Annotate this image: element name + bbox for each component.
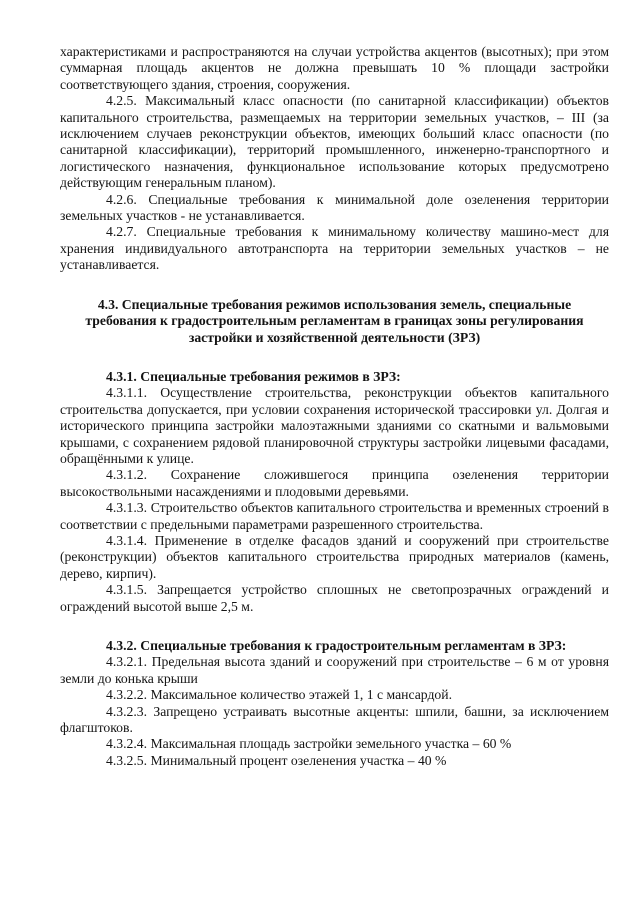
paragraph-4-2-7: 4.2.7. Специальные требования к минимальному количеству машино-мест для хранения индивидуального автотранспорта на территории земельных участков – не устанавливается. [60, 224, 609, 273]
subsection-heading-4-3-1: 4.3.1. Специальные требования режимов в ЗРЗ: [106, 368, 401, 384]
paragraph-continuation: характеристиками и распространяются на случаи устройства акцентов (высотных); при этом суммарная площадь акцентов не должна превышать 10 % площади застройки соответствующего здания, строения, сооружения. [60, 44, 609, 92]
paragraph-4-2-5: 4.2.5. Максимальный класс опасности (по санитарной классификации) объектов капитального строительства, размещаемых на территории земельных участков, – III (за исключением случаев реконструкции объектов, имеющих больший класс опасности (по санитарной классификации), территорий промышленного, инженерно-транспортного и логистического назначения, функциональное использование которых предусмотрено действующим генеральным планом). [60, 93, 609, 191]
item-4-3-1-3: 4.3.1.3. Строительство объектов капитального строительства и временных строений в соответствии с предельными параметрами разрешенного строительства. [60, 500, 609, 532]
spacer [60, 346, 609, 369]
item-4-3-1-2: 4.3.1.2. Сохранение сложившегося принципа озеленения территории высокоствольными насаждениями и плодовыми деревьями. [60, 467, 609, 499]
paragraph-4-2-6: 4.2.6. Специальные требования к минимальной доле озеленения территории земельных участков - не устанавливается. [60, 191, 609, 224]
item-4-3-2-3: 4.3.2.3. Запрещено устраивать высотные акценты: шпили, башни, за исключением флагштоков. [60, 703, 609, 736]
subsection-heading-4-3-2: 4.3.2. Специальные требования к градостроительным регламентам в ЗРЗ: [106, 638, 567, 653]
item-4-3-2-5: 4.3.2.5. Минимальный процент озеленения участка – 40 % [106, 752, 447, 768]
item-4-3-1-5: 4.3.1.5. Запрещается устройство сплошных не светопрозрачных ограждений и ограждений высотой выше 2,5 м. [60, 582, 609, 614]
item-4-3-1-4: 4.3.1.4. Применение в отделке фасадов зданий и сооружений при строительстве (реконструкции) объектов капитального строительства природных материалов (камень, дерево, кирпич). [60, 532, 609, 581]
spacer [60, 615, 609, 638]
section-heading-4-3: 4.3. Специальные требования режимов использования земель, специальные требования к градостроительным регламентам в границах зоны регулирования застройки и хозяйственной деятельности (ЗРЗ) [85, 296, 584, 345]
item-4-3-1-1: 4.3.1.1. Осуществление строительства, реконструкции объектов капитального строительства допускается, при условии сохранения исторической трассировки ул. Долгая и исторического принципа застройки малоэтажными зданиями со скатными и вальмовыми крышами, с сохранением рядовой планировочной структуры застройки лицевыми фасадами, обращёнными к улице. [60, 385, 609, 466]
item-4-3-2-2: 4.3.2.2. Максимальное количество этажей 1, 1 с мансардой. [106, 687, 453, 703]
item-4-3-2-1: 4.3.2.1. Предельная высота зданий и сооружений при строительстве – 6 м от уровня земли до конька крыши [60, 654, 609, 686]
item-4-3-2-4: 4.3.2.4. Максимальная площадь застройки земельного участка – 60 % [106, 736, 512, 752]
spacer [60, 274, 609, 297]
